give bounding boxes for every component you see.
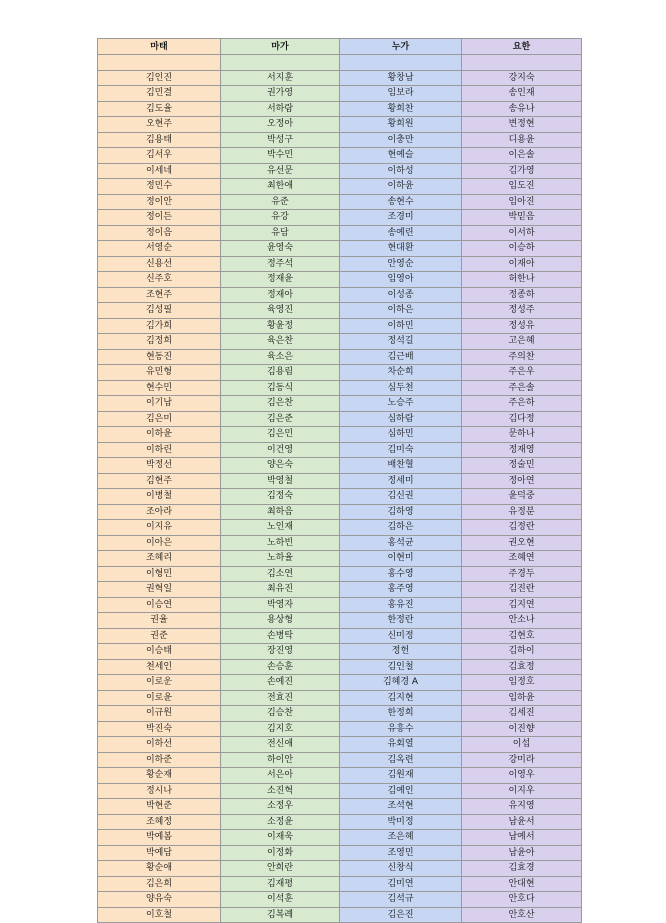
- table-cell-luke[interactable]: 정석길: [340, 334, 462, 350]
- table-cell-john[interactable]: 이진향: [462, 721, 582, 737]
- table-cell-matthew[interactable]: 권율: [98, 613, 221, 629]
- table-cell-luke[interactable]: 이충만: [340, 132, 462, 148]
- table-cell-matthew[interactable]: 조혜리: [98, 551, 221, 567]
- table-cell-john[interactable]: 김하이: [462, 644, 582, 660]
- table-cell-john[interactable]: 정성주: [462, 303, 582, 319]
- table-cell-matthew[interactable]: 김인진: [98, 70, 221, 86]
- table-cell-mark[interactable]: 김은민: [221, 427, 340, 443]
- table-row: [98, 690, 582, 706]
- table-cell-john[interactable]: 이서하: [462, 225, 582, 241]
- table-row: [98, 442, 582, 458]
- spacer-cell[interactable]: [98, 55, 221, 71]
- table-cell-john[interactable]: 김정란: [462, 520, 582, 536]
- table-cell-matthew[interactable]: 김은희: [98, 876, 221, 892]
- table-cell-mark[interactable]: 손병탁: [221, 628, 340, 644]
- spacer-row: [98, 55, 582, 71]
- table-cell-matthew[interactable]: 신주호: [98, 272, 221, 288]
- table-cell-john[interactable]: 이재아: [462, 256, 582, 272]
- table-cell-john[interactable]: 임도진: [462, 179, 582, 195]
- table-cell-matthew[interactable]: 이승연: [98, 597, 221, 613]
- table-cell-mark[interactable]: 이정화: [221, 845, 340, 861]
- table-cell-luke[interactable]: 정헌: [340, 644, 462, 660]
- table-row: [98, 473, 582, 489]
- table-cell-john[interactable]: 강미라: [462, 752, 582, 768]
- table-row: [98, 179, 582, 195]
- table-row: [98, 675, 582, 691]
- table-cell-luke[interactable]: 김지현: [340, 690, 462, 706]
- table-cell-mark[interactable]: 김은찬: [221, 396, 340, 412]
- table-cell-matthew[interactable]: 김성필: [98, 303, 221, 319]
- table-cell-john[interactable]: 이섭: [462, 737, 582, 753]
- table-cell-john[interactable]: 고은혜: [462, 334, 582, 350]
- table-row: [98, 551, 582, 567]
- table-cell-matthew[interactable]: 이지유: [98, 520, 221, 536]
- table-cell-matthew[interactable]: 이아은: [98, 535, 221, 551]
- table-cell-mark[interactable]: 황윤정: [221, 318, 340, 334]
- table-cell-john[interactable]: 주은하: [462, 396, 582, 412]
- table-cell-luke[interactable]: 김인철: [340, 659, 462, 675]
- table-cell-john[interactable]: 주경두: [462, 566, 582, 582]
- table-row: [98, 892, 582, 908]
- table-cell-john[interactable]: 이지우: [462, 783, 582, 799]
- table-cell-john[interactable]: 윤덕중: [462, 489, 582, 505]
- table-cell-matthew[interactable]: 김정희: [98, 334, 221, 350]
- table-cell-mark[interactable]: 정재윤: [221, 272, 340, 288]
- table-cell-matthew[interactable]: 이호철: [98, 907, 221, 923]
- table-cell-matthew[interactable]: 정이음: [98, 225, 221, 241]
- table-cell-luke[interactable]: 이하민: [340, 318, 462, 334]
- table-row: [98, 86, 582, 102]
- table-cell-matthew[interactable]: 현동진: [98, 349, 221, 365]
- table-cell-mark[interactable]: 유선문: [221, 163, 340, 179]
- table-cell-luke[interactable]: 이하윤: [340, 179, 462, 195]
- table-row: [98, 70, 582, 86]
- table-cell-luke[interactable]: 송예린: [340, 225, 462, 241]
- table-cell-john[interactable]: 남윤아: [462, 845, 582, 861]
- table-cell-mark[interactable]: 이재욱: [221, 830, 340, 846]
- table-cell-mark[interactable]: 윤영숙: [221, 241, 340, 257]
- table-cell-mark[interactable]: 하이안: [221, 752, 340, 768]
- table-cell-matthew[interactable]: 현수민: [98, 380, 221, 396]
- table-body: [98, 55, 582, 923]
- table-cell-john[interactable]: 남윤서: [462, 814, 582, 830]
- table-row: [98, 659, 582, 675]
- table-cell-matthew[interactable]: 조아라: [98, 504, 221, 520]
- table-cell-luke[interactable]: 김근배: [340, 349, 462, 365]
- table-cell-john[interactable]: 남예서: [462, 830, 582, 846]
- table-cell-luke[interactable]: 배찬혈: [340, 458, 462, 474]
- table-cell-matthew[interactable]: 정이든: [98, 210, 221, 226]
- table-row: [98, 117, 582, 133]
- table-cell-matthew[interactable]: 이하선: [98, 737, 221, 753]
- table-cell-mark[interactable]: 노하빈: [221, 535, 340, 551]
- table-cell-luke[interactable]: 조영민: [340, 845, 462, 861]
- table-row: [98, 225, 582, 241]
- table-cell-john[interactable]: 정종하: [462, 287, 582, 303]
- table-cell-luke[interactable]: 임영아: [340, 272, 462, 288]
- table-row: [98, 566, 582, 582]
- table-cell-john[interactable]: 이승하: [462, 241, 582, 257]
- table-cell-matthew[interactable]: 이로윤: [98, 690, 221, 706]
- roster-table: [97, 38, 582, 923]
- table-cell-john[interactable]: 정재영: [462, 442, 582, 458]
- table-cell-mark[interactable]: 서하람: [221, 101, 340, 117]
- table-cell-luke[interactable]: 조경미: [340, 210, 462, 226]
- table-cell-luke[interactable]: 심두천: [340, 380, 462, 396]
- table-cell-john[interactable]: 정술민: [462, 458, 582, 474]
- table-cell-john[interactable]: 박믿음: [462, 210, 582, 226]
- table-cell-luke[interactable]: 이현미: [340, 551, 462, 567]
- table-row: [98, 644, 582, 660]
- table-cell-matthew[interactable]: 박현준: [98, 799, 221, 815]
- table-cell-mark[interactable]: 김재평: [221, 876, 340, 892]
- table-row: [98, 303, 582, 319]
- table-cell-matthew[interactable]: 조혜정: [98, 814, 221, 830]
- table-cell-mark[interactable]: 양은숙: [221, 458, 340, 474]
- table-cell-luke[interactable]: 홍주영: [340, 582, 462, 598]
- table-cell-mark[interactable]: 최하음: [221, 504, 340, 520]
- table-cell-matthew[interactable]: 조현주: [98, 287, 221, 303]
- table-cell-mark[interactable]: 육소은: [221, 349, 340, 365]
- table-cell-luke[interactable]: 조석현: [340, 799, 462, 815]
- table-cell-luke[interactable]: 심하람: [340, 411, 462, 427]
- table-row: [98, 489, 582, 505]
- table-cell-matthew[interactable]: 김은미: [98, 411, 221, 427]
- table-row: [98, 241, 582, 257]
- table-row: [98, 458, 582, 474]
- table-cell-john[interactable]: 안소나: [462, 613, 582, 629]
- table-cell-mark[interactable]: 김복례: [221, 907, 340, 923]
- table-cell-mark[interactable]: 권가영: [221, 86, 340, 102]
- spacer-cell[interactable]: [462, 55, 582, 71]
- table-cell-luke[interactable]: 홍수영: [340, 566, 462, 582]
- table-cell-matthew[interactable]: 신용선: [98, 256, 221, 272]
- table-cell-matthew[interactable]: 김민결: [98, 86, 221, 102]
- table-cell-luke[interactable]: 홍유진: [340, 597, 462, 613]
- table-row: [98, 194, 582, 210]
- table-cell-mark[interactable]: 유강: [221, 210, 340, 226]
- table-row: [98, 907, 582, 923]
- spacer-cell[interactable]: [221, 55, 340, 71]
- table-cell-john[interactable]: 송인재: [462, 86, 582, 102]
- table-cell-luke[interactable]: 차순희: [340, 365, 462, 381]
- table-row: [98, 721, 582, 737]
- table-row: [98, 752, 582, 768]
- table-row: [98, 876, 582, 892]
- table-cell-matthew[interactable]: 이형민: [98, 566, 221, 582]
- table-cell-matthew[interactable]: 황순애: [98, 861, 221, 877]
- table-cell-matthew[interactable]: 김도율: [98, 101, 221, 117]
- table-row: [98, 814, 582, 830]
- table-row: [98, 582, 582, 598]
- table-cell-mark[interactable]: 육은찬: [221, 334, 340, 350]
- table-cell-luke[interactable]: 김예인: [340, 783, 462, 799]
- table-cell-john[interactable]: 김지연: [462, 597, 582, 613]
- table-cell-john[interactable]: 정아연: [462, 473, 582, 489]
- table-cell-matthew[interactable]: 유민형: [98, 365, 221, 381]
- table-row: [98, 768, 582, 784]
- table-cell-matthew[interactable]: 양유숙: [98, 892, 221, 908]
- table-cell-mark[interactable]: 김정숙: [221, 489, 340, 505]
- table-cell-luke[interactable]: 임보라: [340, 86, 462, 102]
- table-cell-luke[interactable]: 김신권: [340, 489, 462, 505]
- table-cell-matthew[interactable]: 김서우: [98, 148, 221, 164]
- table-row: [98, 504, 582, 520]
- table-cell-john[interactable]: 김세진: [462, 706, 582, 722]
- table-cell-luke[interactable]: 김하은: [340, 520, 462, 536]
- table-cell-john[interactable]: 변정현: [462, 117, 582, 133]
- table-cell-luke[interactable]: 김하영: [340, 504, 462, 520]
- table-cell-mark[interactable]: 안희란: [221, 861, 340, 877]
- table-cell-john[interactable]: 안호산: [462, 907, 582, 923]
- table-row: [98, 365, 582, 381]
- table-cell-matthew[interactable]: 천세인: [98, 659, 221, 675]
- table-cell-luke[interactable]: 이하은: [340, 303, 462, 319]
- table-cell-mark[interactable]: 노하율: [221, 551, 340, 567]
- table-row: [98, 535, 582, 551]
- table-cell-matthew[interactable]: 김가희: [98, 318, 221, 334]
- table-cell-luke[interactable]: 유회열: [340, 737, 462, 753]
- table-cell-luke[interactable]: 한정란: [340, 613, 462, 629]
- table-row: [98, 272, 582, 288]
- table-cell-john[interactable]: 김다정: [462, 411, 582, 427]
- table-cell-john[interactable]: 임정호: [462, 675, 582, 691]
- table-cell-mark[interactable]: 유준: [221, 194, 340, 210]
- table-row: [98, 799, 582, 815]
- table-row: [98, 520, 582, 536]
- table-cell-luke[interactable]: 정세미: [340, 473, 462, 489]
- table-cell-john[interactable]: 디용윤: [462, 132, 582, 148]
- table-cell-mark[interactable]: 소진혁: [221, 783, 340, 799]
- table-cell-john[interactable]: 안호다: [462, 892, 582, 908]
- table-cell-john[interactable]: 유정분: [462, 504, 582, 520]
- table-row: [98, 845, 582, 861]
- table-cell-mark[interactable]: 전신애: [221, 737, 340, 753]
- table-cell-luke[interactable]: 안영순: [340, 256, 462, 272]
- table-cell-matthew[interactable]: 이하준: [98, 752, 221, 768]
- table-cell-matthew[interactable]: 정시나: [98, 783, 221, 799]
- table-cell-matthew[interactable]: 권준: [98, 628, 221, 644]
- table-cell-john[interactable]: 김현호: [462, 628, 582, 644]
- table-cell-mark[interactable]: 박영자: [221, 597, 340, 613]
- table-cell-mark[interactable]: 김지호: [221, 721, 340, 737]
- table-cell-mark[interactable]: 정재아: [221, 287, 340, 303]
- table-row: [98, 783, 582, 799]
- table-cell-luke[interactable]: 현예슬: [340, 148, 462, 164]
- table-cell-luke[interactable]: 홍석균: [340, 535, 462, 551]
- table-cell-luke[interactable]: 신미정: [340, 628, 462, 644]
- table-cell-matthew[interactable]: 정이안: [98, 194, 221, 210]
- table-cell-mark[interactable]: 김용림: [221, 365, 340, 381]
- table-row: [98, 411, 582, 427]
- table-cell-matthew[interactable]: 이하윤: [98, 427, 221, 443]
- table-cell-mark[interactable]: 최유진: [221, 582, 340, 598]
- table-row: [98, 318, 582, 334]
- table-cell-john[interactable]: 이영우: [462, 768, 582, 784]
- table-cell-luke[interactable]: 김원재: [340, 768, 462, 784]
- table-row: [98, 101, 582, 117]
- table-cell-mark[interactable]: 서지훈: [221, 70, 340, 86]
- table-cell-luke[interactable]: 황창남: [340, 70, 462, 86]
- table-cell-mark[interactable]: 박영철: [221, 473, 340, 489]
- table-cell-john[interactable]: 임아진: [462, 194, 582, 210]
- table-cell-luke[interactable]: 이하성: [340, 163, 462, 179]
- table-cell-matthew[interactable]: 오현주: [98, 117, 221, 133]
- table-cell-luke[interactable]: 김혜경 A: [340, 675, 462, 691]
- table-cell-john[interactable]: 안대현: [462, 876, 582, 892]
- table-cell-matthew[interactable]: 이기남: [98, 396, 221, 412]
- table-cell-mark[interactable]: 박성구: [221, 132, 340, 148]
- table-row: [98, 334, 582, 350]
- table-cell-matthew[interactable]: 서영순: [98, 241, 221, 257]
- table-row: [98, 396, 582, 412]
- table-row: [98, 287, 582, 303]
- table-cell-john[interactable]: 주의찬: [462, 349, 582, 365]
- table-cell-luke[interactable]: 유흥수: [340, 721, 462, 737]
- table-cell-matthew[interactable]: 이승태: [98, 644, 221, 660]
- table-cell-mark[interactable]: 정주석: [221, 256, 340, 272]
- table-cell-luke[interactable]: 황희찬: [340, 101, 462, 117]
- table-cell-matthew[interactable]: 김용태: [98, 132, 221, 148]
- table-cell-mark[interactable]: 박수민: [221, 148, 340, 164]
- table-cell-mark[interactable]: 유담: [221, 225, 340, 241]
- table-cell-mark[interactable]: 노인재: [221, 520, 340, 536]
- spacer-cell[interactable]: [340, 55, 462, 71]
- header-cell-luke[interactable]: 누가: [340, 39, 462, 55]
- table-cell-mark[interactable]: 육영진: [221, 303, 340, 319]
- table-cell-luke[interactable]: 김은진: [340, 907, 462, 923]
- table-cell-matthew[interactable]: 박예담: [98, 845, 221, 861]
- table-cell-mark[interactable]: 손예진: [221, 675, 340, 691]
- table-cell-mark[interactable]: 이석훈: [221, 892, 340, 908]
- table-cell-matthew[interactable]: 박예봄: [98, 830, 221, 846]
- table-cell-mark[interactable]: 장진영: [221, 644, 340, 660]
- table-row: [98, 132, 582, 148]
- table-cell-mark[interactable]: 서은아: [221, 768, 340, 784]
- table-cell-john[interactable]: 정성유: [462, 318, 582, 334]
- table-row: [98, 256, 582, 272]
- table-cell-mark[interactable]: 최한애: [221, 179, 340, 195]
- table-cell-luke[interactable]: 김석규: [340, 892, 462, 908]
- header-cell-mark[interactable]: 마가: [221, 39, 340, 55]
- table-cell-john[interactable]: 유지영: [462, 799, 582, 815]
- table-cell-luke[interactable]: 현대환: [340, 241, 462, 257]
- table-cell-john[interactable]: 김진란: [462, 582, 582, 598]
- table-cell-mark[interactable]: 소정우: [221, 799, 340, 815]
- table-cell-luke[interactable]: 김미숙: [340, 442, 462, 458]
- table-row: [98, 830, 582, 846]
- table-row: [98, 737, 582, 753]
- table-cell-john[interactable]: 주은우: [462, 365, 582, 381]
- table-row: [98, 427, 582, 443]
- table-cell-john[interactable]: 김효경: [462, 861, 582, 877]
- table-row: [98, 597, 582, 613]
- table-row: [98, 706, 582, 722]
- table-cell-mark[interactable]: 이건영: [221, 442, 340, 458]
- table-cell-john[interactable]: 김효정: [462, 659, 582, 675]
- table-cell-matthew[interactable]: 이로운: [98, 675, 221, 691]
- table-cell-luke[interactable]: 김옥련: [340, 752, 462, 768]
- table-cell-luke[interactable]: 신창식: [340, 861, 462, 877]
- table-cell-john[interactable]: 문하나: [462, 427, 582, 443]
- table-cell-john[interactable]: 강지숙: [462, 70, 582, 86]
- table-cell-john[interactable]: 주은솔: [462, 380, 582, 396]
- table-cell-john[interactable]: 권오현: [462, 535, 582, 551]
- table-cell-john[interactable]: 조혜연: [462, 551, 582, 567]
- table-row: [98, 628, 582, 644]
- table-cell-mark[interactable]: 김동식: [221, 380, 340, 396]
- table-row: [98, 163, 582, 179]
- table-row: [98, 380, 582, 396]
- table-cell-mark[interactable]: 김은준: [221, 411, 340, 427]
- table-cell-luke[interactable]: 송현수: [340, 194, 462, 210]
- table-cell-luke[interactable]: 노승주: [340, 396, 462, 412]
- table-cell-matthew[interactable]: 이병철: [98, 489, 221, 505]
- table-cell-john[interactable]: 이은솔: [462, 148, 582, 164]
- table-cell-matthew[interactable]: 권혁일: [98, 582, 221, 598]
- table-cell-luke[interactable]: 한정희: [340, 706, 462, 722]
- table-cell-john[interactable]: 허한나: [462, 272, 582, 288]
- table-row: [98, 210, 582, 226]
- table-cell-matthew[interactable]: 김현주: [98, 473, 221, 489]
- table-cell-matthew[interactable]: 이하린: [98, 442, 221, 458]
- table-row: [98, 861, 582, 877]
- header-cell-matthew[interactable]: 마태: [98, 39, 221, 55]
- table-cell-matthew[interactable]: 이규원: [98, 706, 221, 722]
- table-row: [98, 613, 582, 629]
- table-cell-luke[interactable]: 이성종: [340, 287, 462, 303]
- table-cell-mark[interactable]: 김소연: [221, 566, 340, 582]
- table-cell-matthew[interactable]: 황순재: [98, 768, 221, 784]
- table-row: [98, 148, 582, 164]
- table-cell-matthew[interactable]: 이세네: [98, 163, 221, 179]
- header-row: [98, 39, 582, 55]
- table-cell-luke[interactable]: 조은혜: [340, 830, 462, 846]
- table-cell-mark[interactable]: 소정윤: [221, 814, 340, 830]
- table-cell-matthew[interactable]: 박진숙: [98, 721, 221, 737]
- table-cell-john[interactable]: 임하윤: [462, 690, 582, 706]
- table-cell-john[interactable]: 김가영: [462, 163, 582, 179]
- table-cell-matthew[interactable]: 정민수: [98, 179, 221, 195]
- table-cell-mark[interactable]: 오정아: [221, 117, 340, 133]
- table-cell-matthew[interactable]: 박정선: [98, 458, 221, 474]
- header-cell-john[interactable]: 요한: [462, 39, 582, 55]
- table-cell-mark[interactable]: 손승훈: [221, 659, 340, 675]
- table-row: [98, 349, 582, 365]
- table-cell-mark[interactable]: 용상형: [221, 613, 340, 629]
- table-cell-luke[interactable]: 심하민: [340, 427, 462, 443]
- table-cell-mark[interactable]: 전효진: [221, 690, 340, 706]
- table-cell-luke[interactable]: 박미정: [340, 814, 462, 830]
- table-cell-luke[interactable]: 김미연: [340, 876, 462, 892]
- table-cell-luke[interactable]: 황희원: [340, 117, 462, 133]
- table-cell-john[interactable]: 송유나: [462, 101, 582, 117]
- table-cell-mark[interactable]: 김승찬: [221, 706, 340, 722]
